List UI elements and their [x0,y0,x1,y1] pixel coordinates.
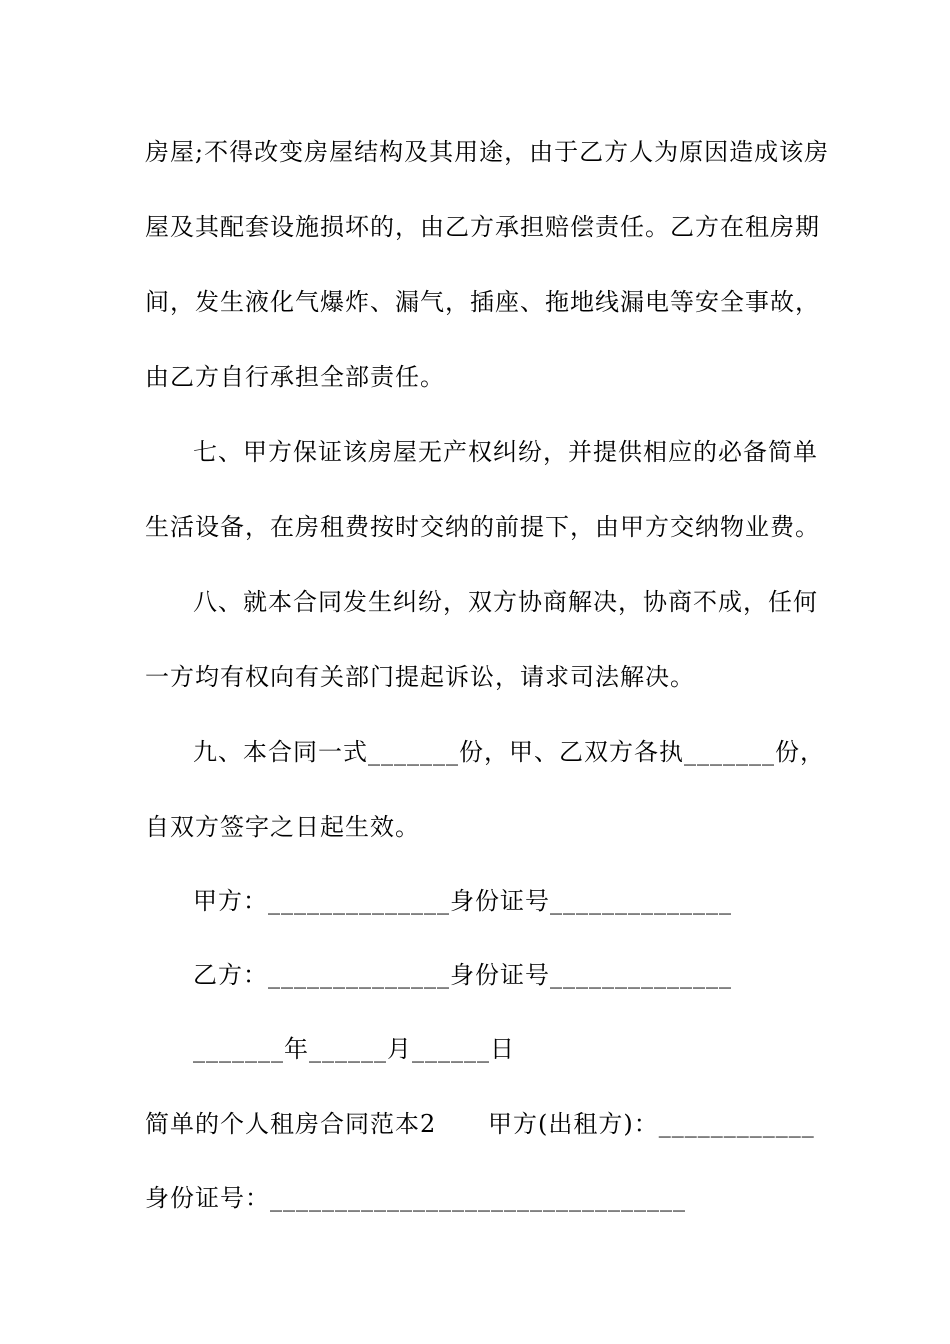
text-line: 屋及其配套设施损坏的，由乙方承担赔偿责任。乙方在租房期 [145,213,820,241]
contract-two-heading-line: 简单的个人租房合同范本2 甲方(出租方)：____________ [145,1110,815,1138]
text-line: 生活设备，在房租费按时交纳的前提下，由甲方交纳物业费。 [145,513,820,541]
id-number-line: 身份证号：________________________________ [145,1184,686,1212]
clause-seven-line: 七、甲方保证该房屋无产权纠纷，并提供相应的必备简单 [193,438,818,466]
text-line: 间，发生液化气爆炸、漏气，插座、拖地线漏电等安全事故， [145,288,820,316]
clause-eight-line: 八、就本合同发生纠纷，双方协商解决，协商不成，任何 [193,588,818,616]
party-b-signature-line: 乙方：______________身份证号______________ [193,961,732,989]
text-line: 自双方签字之日起生效。 [145,813,420,841]
party-a-signature-line: 甲方：______________身份证号______________ [193,887,732,915]
text-line: 房屋;不得改变房屋结构及其用途，由于乙方人为原因造成该房 [145,138,830,166]
date-line: _______年______月______日 [193,1035,515,1063]
clause-nine-line: 九、本合同一式_______份，甲、乙双方各执_______份， [193,738,825,766]
text-line: 由乙方自行承担全部责任。 [145,363,445,391]
text-line: 一方均有权向有关部门提起诉讼，请求司法解决。 [145,663,695,691]
